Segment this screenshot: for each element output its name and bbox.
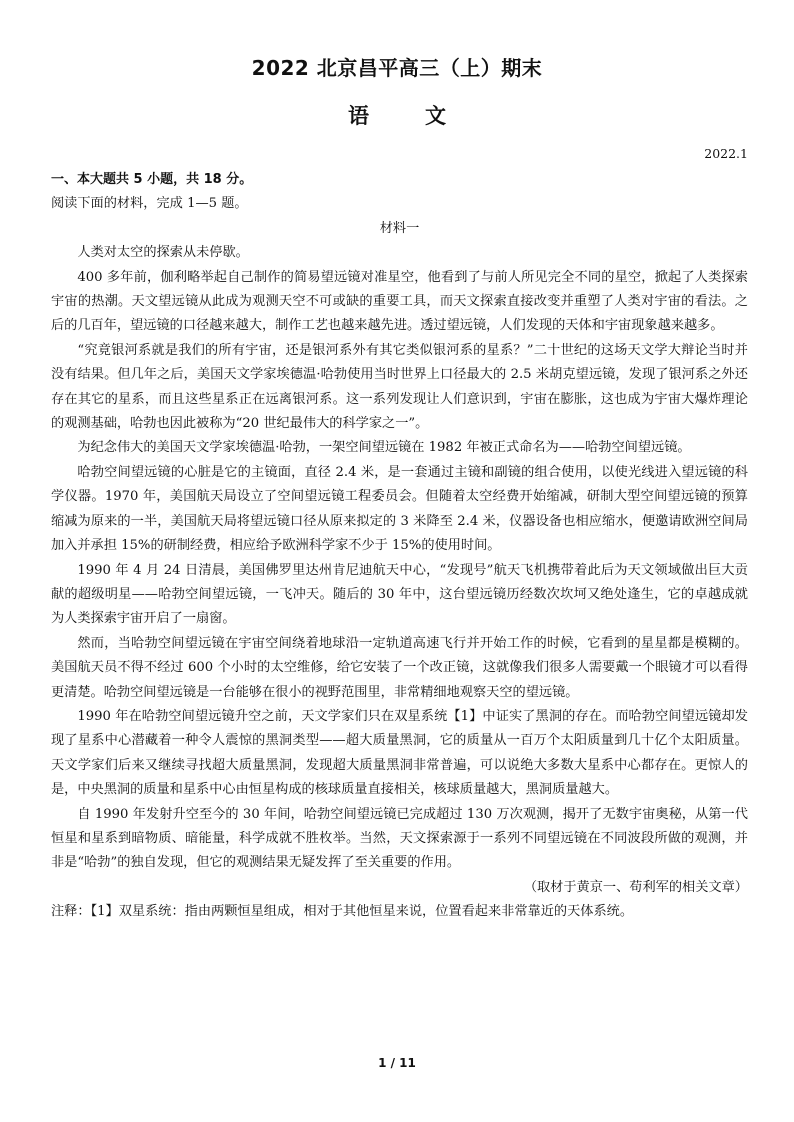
- paragraph-8: 1990 年在哈勃空间望远镜升空之前，天文学家们只在双星系统【1】中证实了黑洞的存在。而哈勃空间望远镜却发现了星系中心潜藏着一种令人震惊的黑洞类型——超大质量黑洞，它的质量从一百万个太阳质量到几十亿个太阳质量。天文学家们后来又继续寻找超大质量黑洞，发现超大质量黑洞非常普遍，可以说绝大多数大星系中心都存在。更惊人的是，中央黑洞的质量和星系中心由恒星构成的核球质量直接相关，核球质量越大，黑洞质量越大。: [51, 708, 748, 798]
- paragraph-3: “究竟银河系就是我们的所有宇宙，还是银河系外有其它类似银河系的星系？”二十世纪的这场天文学大辩论当时并没有结果。但几年之后，美国天文学家埃德温·哈勃使用当时世界上口径最大的 2.5 米胡克望远镜，发现了银河系之外还存在其它的星系，而且这些星系正在远离银河系。这一系列发现让人们意识到，宇宙在膨胀，这也成为宇宙大爆炸理论的观测基础，哈勃也因此被称为“20 世纪最伟大的科学家之一”。: [51, 342, 748, 432]
- exam-date: 2022.1: [704, 146, 748, 161]
- subject-char-1: 语: [348, 104, 369, 128]
- reading-instruction: 阅读下面的材料，完成 1—5 题。: [51, 196, 248, 212]
- source-citation: （取材于黄京一、苟利军的相关文章）: [523, 879, 748, 895]
- paragraph-2: 400 多年前，伽利略举起自己制作的简易望远镜对准星空，他看到了与前人所见完全不同的星空，掀起了人类探索宇宙的热潮。天文望远镜从此成为观测天空不可或缺的重要工具，而天文探索直接改变并重塑了人类对宇宙的看法。之后的几百年，望远镜的口径越来越大，制作工艺也越来越先进。透过望远镜，人们发现的天体和宇宙现象越来越多。: [51, 269, 748, 334]
- paragraph-7: 然而，当哈勃空间望远镜在宇宙空间绕着地球沿一定轨道高速飞行并开始工作的时候，它看到的星星都是模糊的。美国航天员不得不经过 600 个小时的太空维修，给它安装了一个改正镜，这就像我们很多人需要戴一个眼镜才可以看得更清楚。哈勃空间望远镜是一台能够在很小的视野范围里，非常精细地观察天空的望远镜。: [51, 635, 748, 700]
- section-heading: 一、本大题共 5 小题，共 18 分。: [51, 172, 253, 187]
- paragraph-4: 为纪念伟大的美国天文学家埃德温·哈勃，一架空间望远镜在 1982 年被正式命名为——哈勃空间望远镜。: [77, 440, 691, 456]
- document-body: [51, 168, 748, 925]
- subject-char-2: 文: [425, 104, 446, 128]
- material-label: 材料一: [379, 220, 420, 236]
- page-title: 2022 北京昌平高三（上）期末: [251, 56, 543, 80]
- paragraph-9: 自 1990 年发射升空至今的 30 年间，哈勃空间望远镜已完成超过 130 万次观测，揭开了无数宇宙奥秘，从第一代恒星和星系到暗物质、暗能量，科学成就不胜枚举。当然，天文探索源于一系列不同望远镜在不同波段所做的观测，并非是“哈勃”的独自发现，但它的观测结果无疑发挥了至关重要的作用。: [51, 806, 748, 871]
- page-number: 1 / 11: [378, 1056, 416, 1070]
- paragraph-5: 哈勃空间望远镜的心脏是它的主镜面，直径 2.4 米，是一套通过主镜和副镜的组合使用，以使光线进入望远镜的科学仪器。1970 年，美国航天局设立了空间望远镜工程委员会。但随着太空经费开始缩减，研制大型空间望远镜的预算缩减为原来的一半，美国航天局将望远镜口径从原来拟定的 3 米降至 2.4 米，仪器设备也相应缩水，便邀请欧洲空间局加入并承担 15%的研制经费，相应给予欧洲科学家不少于 15%的使用时间。: [51, 464, 748, 554]
- subject-title: [0, 100, 794, 130]
- paragraph-1: 人类对太空的探索从未停歇。: [77, 245, 249, 261]
- paragraph-6: 1990 年 4 月 24 日清晨，美国佛罗里达州肯尼迪航天中心，“发现号”航天飞机携带着此后为天文领域做出巨大贡献的超级明星——哈勃空间望远镜，一飞冲天。随后的 30 年中，这台望远镜历经数次坎坷又绝处逢生，它的卓越成就为人类探索宇宙开启了一扇窗。: [51, 562, 748, 627]
- footnote: 注释：【1】双星系统：指由两颗恒星组成，相对于其他恒星来说，位置看起来非常靠近的天体系统。: [51, 904, 634, 920]
